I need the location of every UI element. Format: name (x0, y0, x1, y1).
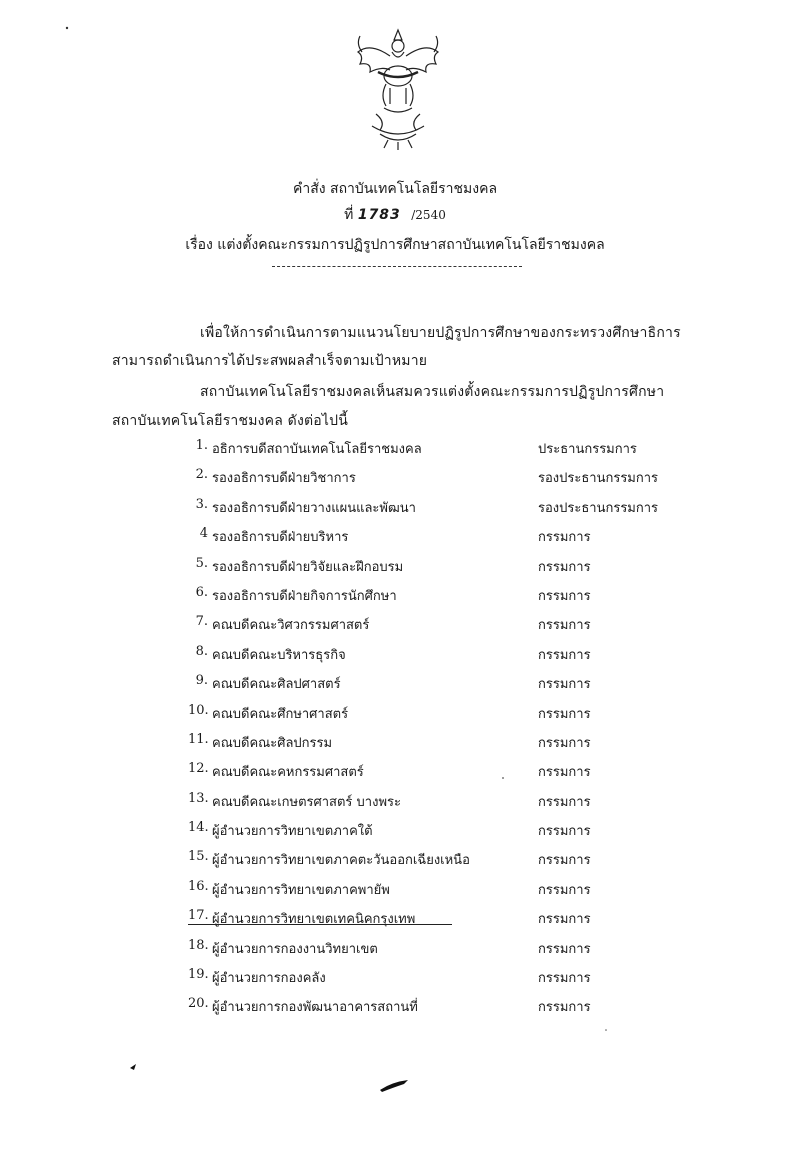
member-role: กรรมการ (538, 1000, 591, 1016)
member-number: 19. (188, 967, 209, 983)
member-number: 12. (188, 761, 209, 777)
member-role: กรรมการ (538, 882, 591, 898)
member-position: ผู้อำนวยการวิทยาเขตเทคนิคกรุงเทพ (212, 912, 416, 928)
member-position: คณบดีคณะเกษตรศาสตร์ บางพระ (212, 794, 401, 810)
member-number: 20. (188, 996, 209, 1012)
member-position: คณบดีคณะศิลปกรรม (212, 735, 333, 751)
member-position: อธิการบดีสถาบันเทคโนโลยีราชมงคล (212, 442, 422, 457)
member-number: 7. (195, 614, 208, 630)
member-position: ผู้อำนวยการวิทยาเขตภาคตะวันออกเฉียงเหนือ (212, 853, 470, 869)
member-number: 5. (195, 555, 208, 571)
member-position: คณบดีคณะบริหารธุรกิจ (212, 647, 346, 663)
member-role: กรรมการ (538, 853, 591, 869)
member-role: กรรมการ (538, 706, 591, 722)
member-role: กรรมการ (538, 677, 591, 693)
member-role: กรรมการ (538, 824, 591, 840)
member-role: ประธานกรรมการ (538, 442, 637, 457)
member-number: 17. (188, 908, 209, 924)
member-position: คณบดีคณะวิศวกรรมศาสตร์ (212, 618, 370, 634)
member-number: 18. (188, 937, 209, 953)
member-position: รองอธิการบดีฝ่ายวิจัยและฝึกอบรม (212, 559, 404, 575)
member-number: 10. (188, 702, 209, 718)
member-position: ผู้อำนวยการกองพัฒนาอาคารสถานที่ (212, 1000, 418, 1016)
member-number: 11. (188, 731, 209, 747)
member-number: 2. (195, 467, 208, 483)
member-number: 14. (188, 820, 209, 836)
member-position: รองอธิการบดีฝ่ายกิจการนักศึกษา (212, 588, 397, 604)
member-position: รองอธิการบดีฝ่ายวางแผนและพัฒนา (212, 500, 416, 516)
member-number: 13. (188, 790, 209, 806)
member-position: ผู้อำนวยการวิทยาเขตภาคใต้ (212, 824, 373, 840)
member-position: ผู้อำนวยการกองงานวิทยาเขต (212, 941, 378, 957)
member-role: รองประธานกรรมการ (538, 500, 659, 516)
member-role: รองประธานกรรมการ (538, 471, 659, 487)
member-role: กรรมการ (538, 530, 591, 546)
member-position: รองอธิการบดีฝ่ายวิชาการ (212, 471, 356, 487)
member-role: กรรมการ (538, 912, 591, 928)
paragraph-2-line-2: สถาบันเทคโนโลยีราชมงคล ดังต่อไปนี้ (112, 413, 348, 429)
member-position: ผู้อำนวยการกองคลัง (212, 971, 326, 987)
member-position: คณบดีคณะคหกรรมศาสตร์ (212, 765, 364, 781)
member-number: 16. (188, 878, 209, 894)
member-number: 4 (199, 526, 208, 542)
member-position: ผู้อำนวยการวิทยาเขตภาคพายัพ (212, 882, 390, 898)
member-role: กรรมการ (538, 559, 591, 575)
order-number-handwritten: 1783 (357, 207, 401, 223)
member-number: 1. (195, 438, 208, 453)
member-number: 15. (188, 849, 209, 865)
paragraph-2-line-1: สถาบันเทคโนโลยีราชมงคลเห็นสมควรแต่งตั้งคณะกรรมการปฏิรูปการศึกษา (200, 384, 665, 400)
member-role: กรรมการ (538, 647, 591, 663)
order-number-prefix: ที่ (344, 207, 354, 223)
member-number: 9. (195, 673, 208, 689)
order-number-year: /2540 (411, 208, 446, 222)
member-role: กรรมการ (538, 618, 591, 634)
order-title: คำสั่ง สถาบันเทคโนโลยีราชมงคล (292, 181, 498, 197)
member-number: 3. (195, 496, 208, 512)
member-role: กรรมการ (538, 941, 591, 957)
order-subject: เรื่อง แต่งตั้งคณะกรรมการปฏิรูปการศึกษาสถาบันเทคโนโลยีราชมงคล (185, 237, 605, 253)
member-number: 8. (195, 643, 208, 659)
member-number: 6. (195, 584, 208, 600)
member-position: รองอธิการบดีฝ่ายบริหาร (212, 530, 349, 546)
member-position: คณบดีคณะศึกษาศาสตร์ (212, 706, 349, 722)
paragraph-1-line-2: สามารถดำเนินการได้ประสพผลสำเร็จตามเป้าหมาย (112, 353, 428, 369)
member-role: กรรมการ (538, 588, 591, 604)
member-role: กรรมการ (538, 794, 591, 810)
member-position: คณบดีคณะศิลปศาสตร์ (212, 677, 341, 693)
member-role: กรรมการ (538, 765, 591, 781)
member-role: กรรมการ (538, 735, 591, 751)
member-role: กรรมการ (538, 971, 591, 987)
paragraph-1-line-1: เพื่อให้การดำเนินการตามแนวนโยบายปฏิรูปการศึกษาของกระทรวงศึกษาธิการ (200, 325, 681, 341)
